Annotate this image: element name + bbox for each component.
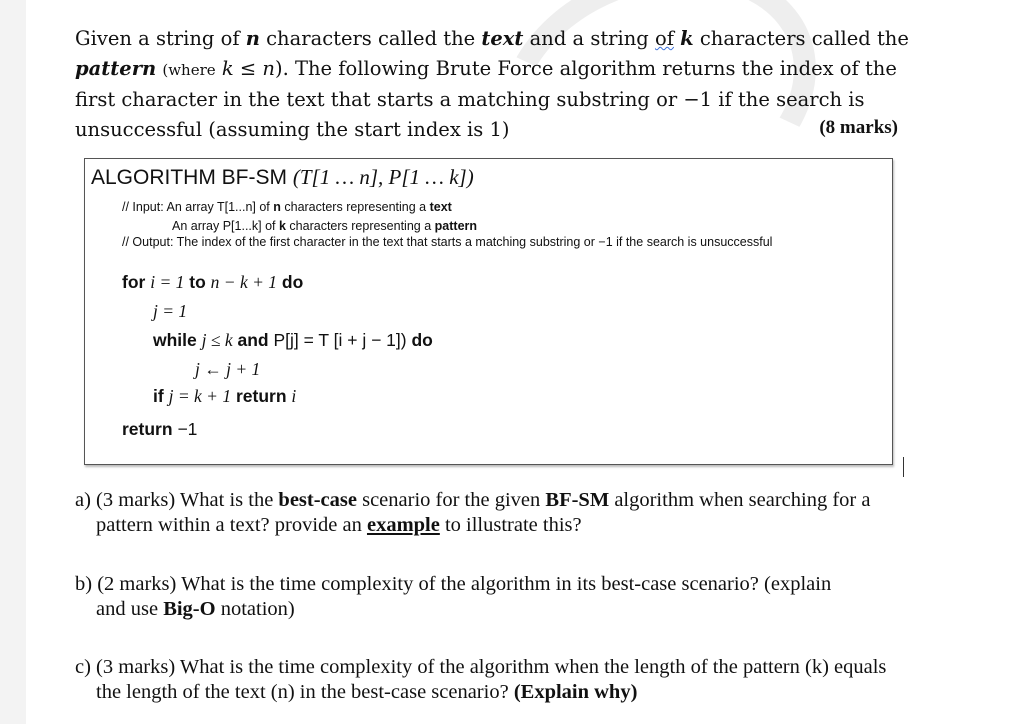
input-comment-1 [122, 200, 452, 214]
algorithm-box [84, 158, 893, 465]
keyword: and [237, 330, 269, 350]
question-a-line-2 [75, 513, 925, 538]
intro-text: characters called the [259, 27, 482, 50]
question-bold: best-case [278, 489, 357, 511]
for-line [122, 272, 303, 293]
k-var: k [680, 27, 694, 50]
question-text: to illustrate this? [439, 514, 582, 536]
algorithm-signature: (T[1 … n], P[1 … k]) [292, 165, 474, 189]
while-line [153, 330, 433, 351]
io-text: An array P[1...k] of [172, 219, 279, 233]
intro-text: characters called the [693, 27, 909, 50]
math-expr: i [291, 386, 297, 406]
keyword: do [411, 330, 433, 350]
spellcheck-word[interactable]: of [654, 27, 674, 50]
math-expr: j ≤ k [201, 330, 233, 350]
intro-text: Given a string of [75, 27, 246, 50]
pattern-term: pattern [75, 56, 157, 80]
io-bold: n [273, 200, 281, 214]
j-increment-line [195, 359, 260, 380]
output-comment: // Output: The index of the first character in the text that starts a matching substring or −1 if the search is unsuccessful [122, 235, 773, 249]
question-a [75, 488, 925, 538]
problem-statement [75, 24, 909, 144]
io-bold: text [429, 200, 452, 214]
algorithm-title [91, 165, 474, 190]
keyword: for [122, 272, 146, 292]
keyword: while [153, 330, 197, 350]
if-line [153, 386, 296, 407]
intro-line-4: unsuccessful (assuming the start index is 1) [75, 117, 510, 141]
total-marks: (8 marks) [819, 117, 898, 138]
io-text: // Input: An array T[1...n] of [122, 200, 274, 214]
n-var: n [245, 27, 260, 50]
io-text: characters representing a [280, 200, 430, 214]
question-text: notation) [215, 598, 295, 620]
keyword: return [122, 419, 173, 439]
math-expr: −1 [177, 419, 198, 439]
text-term: text [481, 27, 524, 50]
keyword: if [153, 386, 164, 406]
return-line [122, 419, 197, 440]
text-cursor [903, 457, 904, 477]
math-expr: j = k + 1 [168, 386, 232, 406]
question-text: b) (2 marks) What is the time complexity of the algorithm in its best-case scenario? (explain [75, 573, 832, 595]
question-text: and use [96, 598, 164, 620]
question-text: scenario for the given [356, 489, 546, 511]
intro-text: ). The following Brute Force algorithm returns the index of the [274, 56, 897, 80]
input-comment-2 [172, 219, 477, 233]
question-bold: Big-O [163, 598, 216, 620]
question-text: a) (3 marks) What is the [75, 489, 279, 511]
j-init-line [153, 301, 187, 322]
question-text: pattern within a text? provide an [96, 514, 367, 536]
question-b [75, 572, 925, 622]
question-text: the length of the text (n) in the best-case scenario? [96, 681, 514, 703]
question-b-line-2 [75, 597, 925, 622]
question-text: algorithm when searching for a [609, 489, 871, 511]
question-bold: example [366, 514, 440, 536]
keyword: return [235, 386, 287, 406]
io-text: characters representing a [285, 219, 435, 233]
algorithm-name: ALGORITHM BF-SM [91, 166, 288, 189]
keyword: do [281, 272, 304, 292]
keyword: to [189, 272, 206, 292]
math-expr: j ← j + 1 [195, 359, 261, 379]
intro-line-1 [75, 24, 909, 54]
math-expr: P[j] = T [i + j − 1]) [273, 330, 407, 350]
math-expr: j = 1 [153, 301, 188, 321]
intro-line-3: first character in the text that starts a matching substring or −1 if the search is [75, 88, 865, 111]
question-bold: (Explain why) [513, 681, 638, 703]
io-bold: pattern [434, 219, 478, 233]
intro-line-2 [75, 54, 905, 86]
intro-text: and a string [523, 27, 655, 50]
math-expr: i = 1 [150, 272, 185, 292]
io-bold: k [279, 219, 286, 233]
question-c [75, 655, 925, 705]
question-bold: BF-SM [545, 489, 610, 511]
intro-paren: (where [162, 60, 216, 79]
condition-math: k ≤ n [221, 56, 275, 80]
question-text: c) (3 marks) What is the time complexity of the algorithm when the length of the pattern (k) equals [75, 656, 887, 678]
question-c-line-2 [75, 680, 925, 705]
math-expr: n − k + 1 [210, 272, 278, 292]
